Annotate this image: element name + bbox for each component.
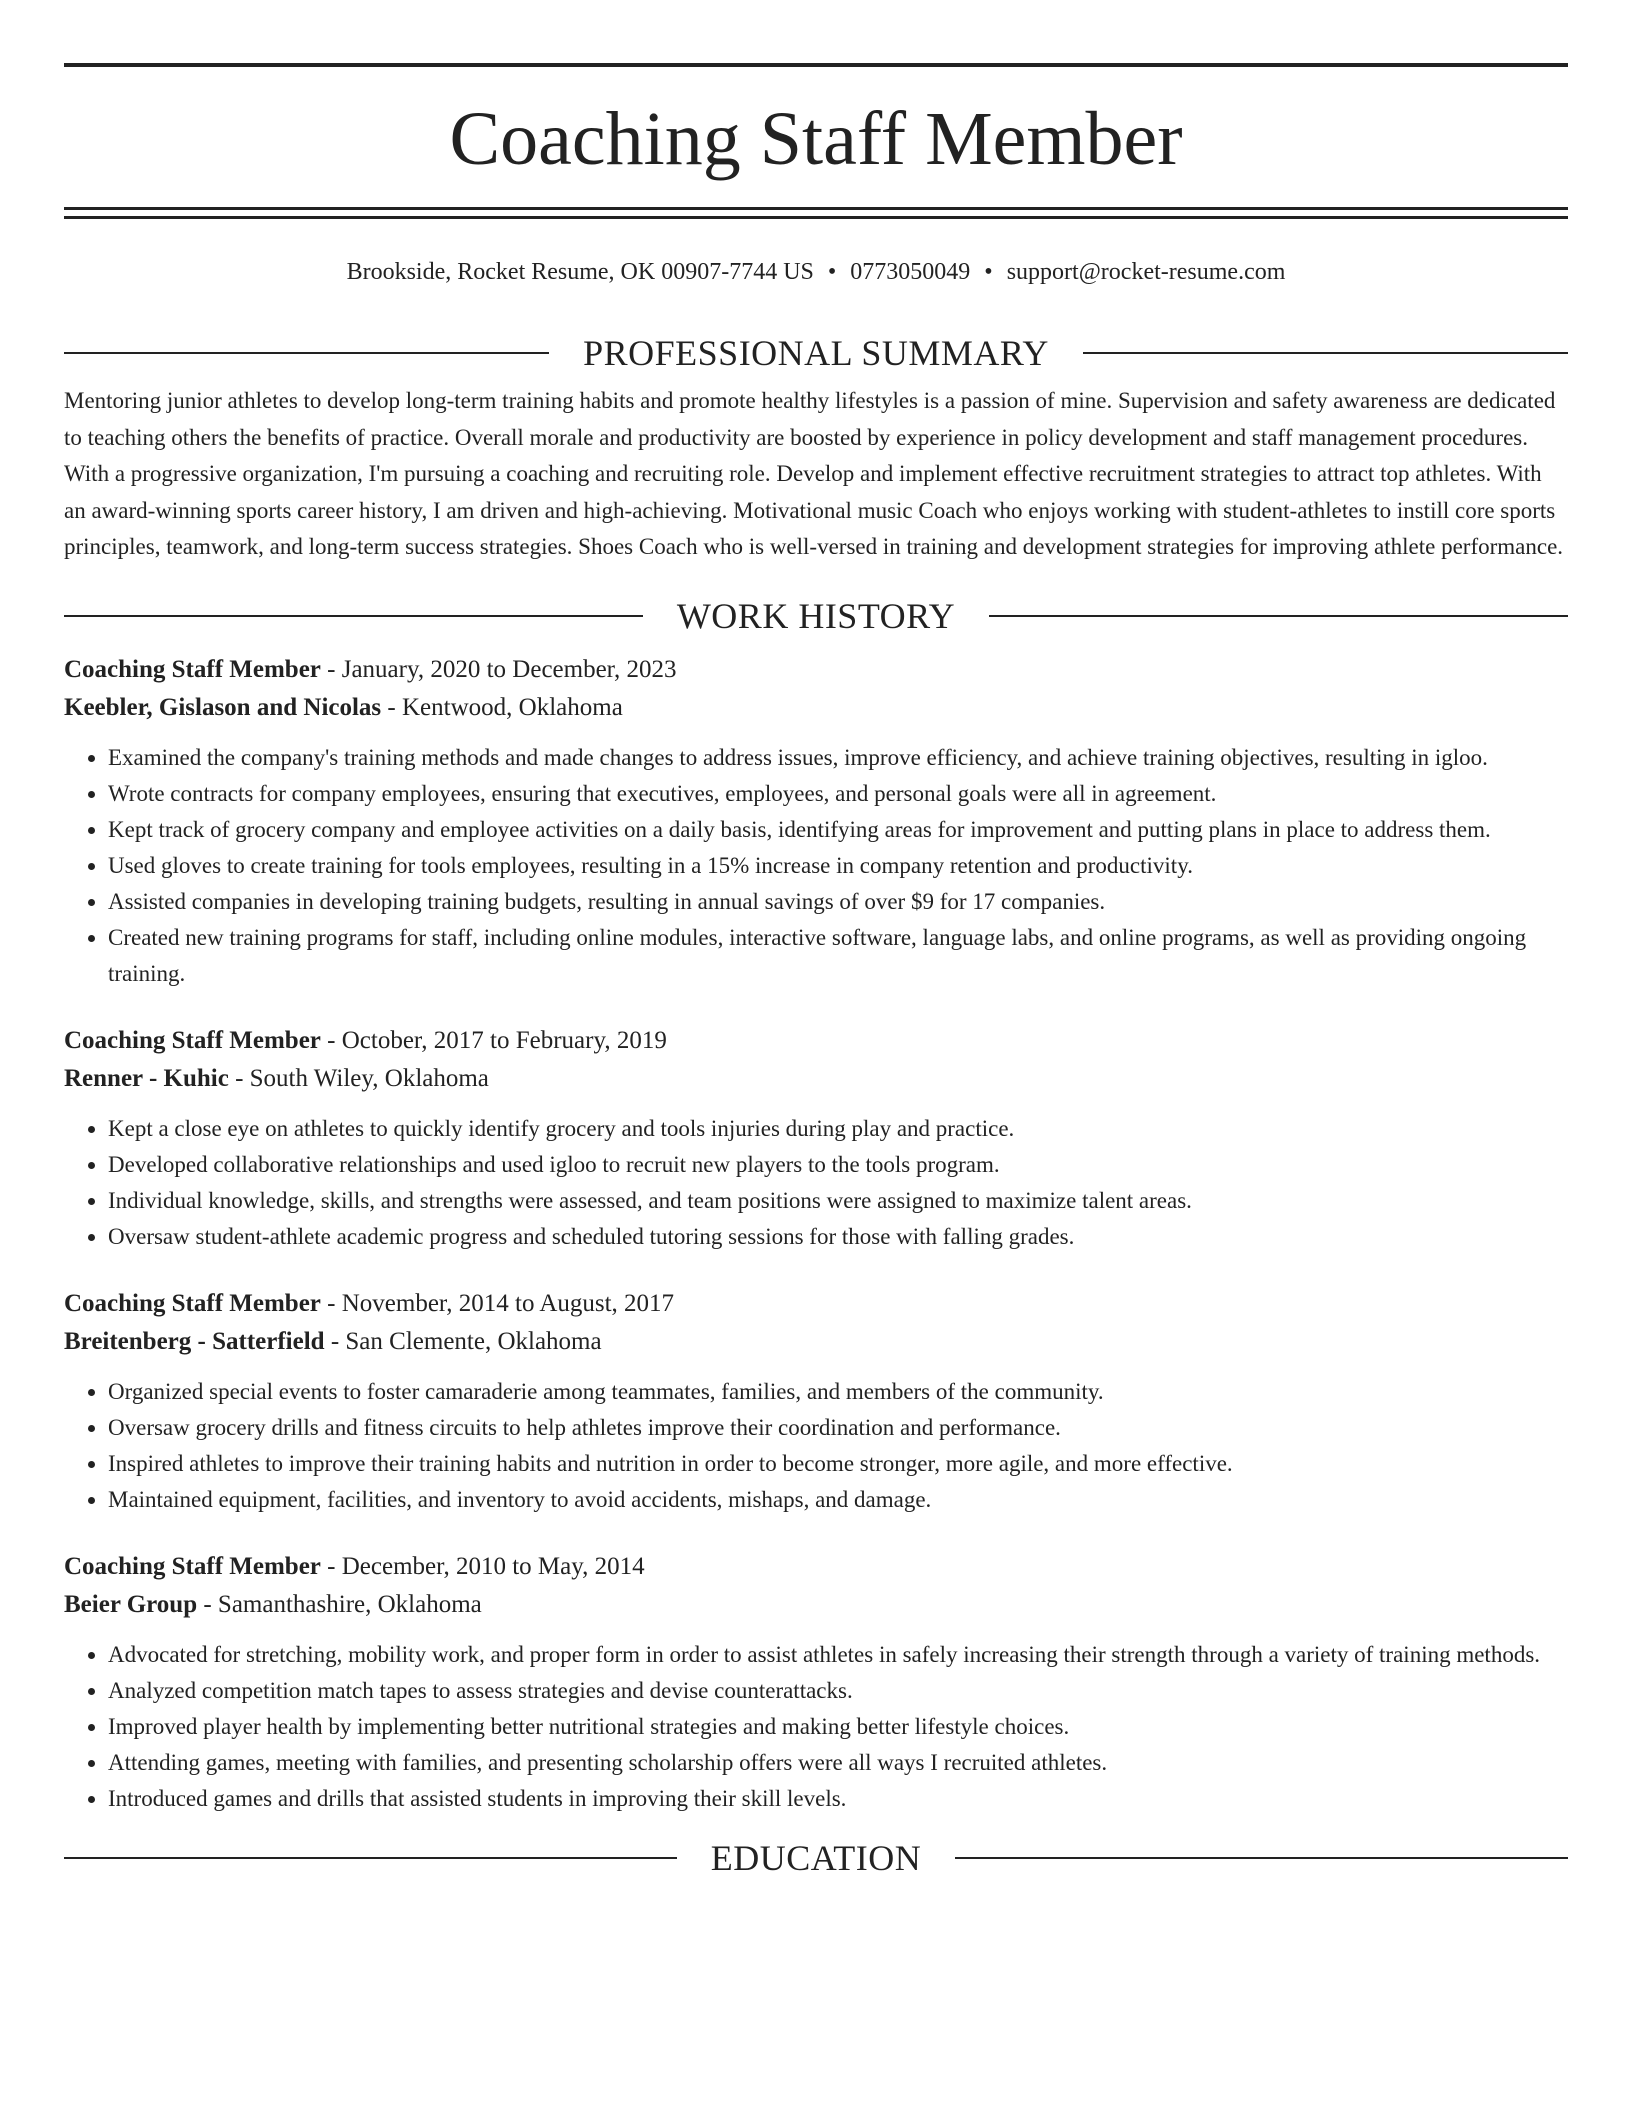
job-company: Breitenberg - Satterfield [64,1327,325,1355]
section-title: WORK HISTORY [676,595,956,636]
job-entry [64,651,1568,992]
heading-rule-right [955,1857,1568,1859]
list-item: • Assisted companies in developing training budgets, resulting in annual savings of over $9 for 17 companies. [108,884,1568,920]
job-entry [64,1022,1568,1255]
job-bullets [64,1374,1568,1518]
job-title-line [64,651,1568,689]
job-location: - Samanthashire, Oklahoma [197,1590,482,1618]
contact-phone: 0773050049 [850,259,971,285]
list-item: • Maintained equipment, facilities, and inventory to avoid accidents, mishaps, and damage. [108,1482,1568,1518]
job-bullets [64,740,1568,992]
heading-rule-left [64,352,549,354]
job-company: Beier Group [64,1590,198,1618]
job-dates: - December, 2010 to May, 2014 [320,1552,645,1580]
job-title: Coaching Staff Member [64,655,321,683]
job-company-line [64,1323,1568,1361]
list-item: • Organized special events to foster camaraderie among teammates, families, and members of the community. [108,1374,1568,1410]
job-dates: - November, 2014 to August, 2017 [320,1289,675,1317]
section-heading-education [64,1838,1568,1878]
job-title: Coaching Staff Member [64,1289,321,1317]
list-item: • Improved player health by implementing better nutritional strategies and making better lifestyle choices. [108,1709,1568,1745]
job-title-line [64,1285,1568,1323]
list-item: • Advocated for stretching, mobility work, and proper form in order to assist athletes in safely increasing their strength through a variety of training methods. [108,1637,1568,1673]
list-item: • Examined the company's training methods and made changes to address issues, improve efficiency, and achieve training objectives, resulting in igloo. [108,740,1568,776]
section-title: PROFESSIONAL SUMMARY [583,333,1049,373]
job-company-line [64,689,1568,727]
candidate-name: Coaching Staff Member [449,97,1183,181]
list-item: • Developed collaborative relationships and used igloo to recruit new players to the tools program. [108,1147,1568,1183]
job-title: Coaching Staff Member [64,1552,321,1580]
contact-address: Brookside, Rocket Resume, OK 00907-7744 US [346,259,814,285]
job-location: - South Wiley, Oklahoma [228,1064,489,1092]
heading-rule-left [64,1857,677,1859]
job-company-line [64,1586,1568,1624]
section-heading-summary [64,333,1568,373]
contact-separator: • [827,259,837,285]
contact-line [64,256,1568,288]
list-item: • Wrote contracts for company employees, ensuring that executives, employees, and personal goals were all in agreement. [108,776,1568,812]
job-location: - San Clemente, Oklahoma [324,1327,602,1355]
job-location: - Kentwood, Oklahoma [381,693,623,721]
job-title-line [64,1022,1568,1060]
list-item: • Oversaw student-athlete academic progress and scheduled tutoring sessions for those with falling grades. [108,1219,1568,1255]
contact-email: support@rocket-resume.com [1006,259,1286,285]
list-item: • Individual knowledge, skills, and strengths were assessed, and team positions were assigned to maximize talent areas. [108,1183,1568,1219]
job-dates: - October, 2017 to February, 2019 [320,1026,667,1054]
job-dates: - January, 2020 to December, 2023 [320,655,677,683]
header-double-rule [64,207,1568,219]
job-company: Keebler, Gislason and Nicolas [64,693,382,721]
summary-text: Mentoring junior athletes to develop long-term training habits and promote healthy lifestyles is a passion of mine. Supervision and safety awareness are dedicated to teaching others the benefits of practice. Overall morale and productivity are boosted by experience in policy development and staff management procedures. With a progressive organization, I'm pursuing a coaching and recruiting role. Develop and implement effective recruitment strategies to attract top athletes. With an award-winning sports career history, I am driven and high-achieving. Motivational music Coach who enjoys working with student-athletes to instill core sports principles, teamwork, and long-term success strategies. Shoes Coach who is well-versed in training and development strategies for improving athlete performance. [64,388,1564,559]
heading-rule-left [64,615,643,617]
job-bullets [64,1637,1568,1817]
section-title: EDUCATION [710,1837,922,1878]
list-item: • Used gloves to create training for tools employees, resulting in a 15% increase in company retention and productivity. [108,848,1568,884]
list-item: • Kept track of grocery company and employee activities on a daily basis, identifying areas for improvement and putting plans in place to address them. [108,812,1568,848]
top-rule [64,63,1568,67]
list-item: • Kept a close eye on athletes to quickly identify grocery and tools injuries during play and practice. [108,1111,1568,1147]
job-entry [64,1285,1568,1518]
list-item: • Introduced games and drills that assisted students in improving their skill levels. [108,1781,1568,1817]
work-history-list [64,651,1568,1817]
job-entry [64,1548,1568,1817]
job-title: Coaching Staff Member [64,1026,321,1054]
job-title-line [64,1548,1568,1586]
section-heading-work-history [64,596,1568,636]
contact-separator: • [984,259,993,285]
job-company: Renner - Kuhic [64,1064,229,1092]
list-item: • Oversaw grocery drills and fitness circuits to help athletes improve their coordination and performance. [108,1410,1568,1446]
heading-rule-right [989,615,1568,617]
job-bullets [64,1111,1568,1255]
list-item: • Attending games, meeting with families, and presenting scholarship offers were all ways I recruited athletes. [108,1745,1568,1781]
job-company-line [64,1060,1568,1098]
list-item: • Analyzed competition match tapes to assess strategies and devise counterattacks. [108,1673,1568,1709]
list-item: • Inspired athletes to improve their training habits and nutrition in order to become stronger, more agile, and more effective. [108,1446,1568,1482]
list-item: • Created new training programs for staff, including online modules, interactive software, language labs, and online programs, as well as providing ongoing training. [108,920,1568,992]
heading-rule-right [1083,352,1568,354]
